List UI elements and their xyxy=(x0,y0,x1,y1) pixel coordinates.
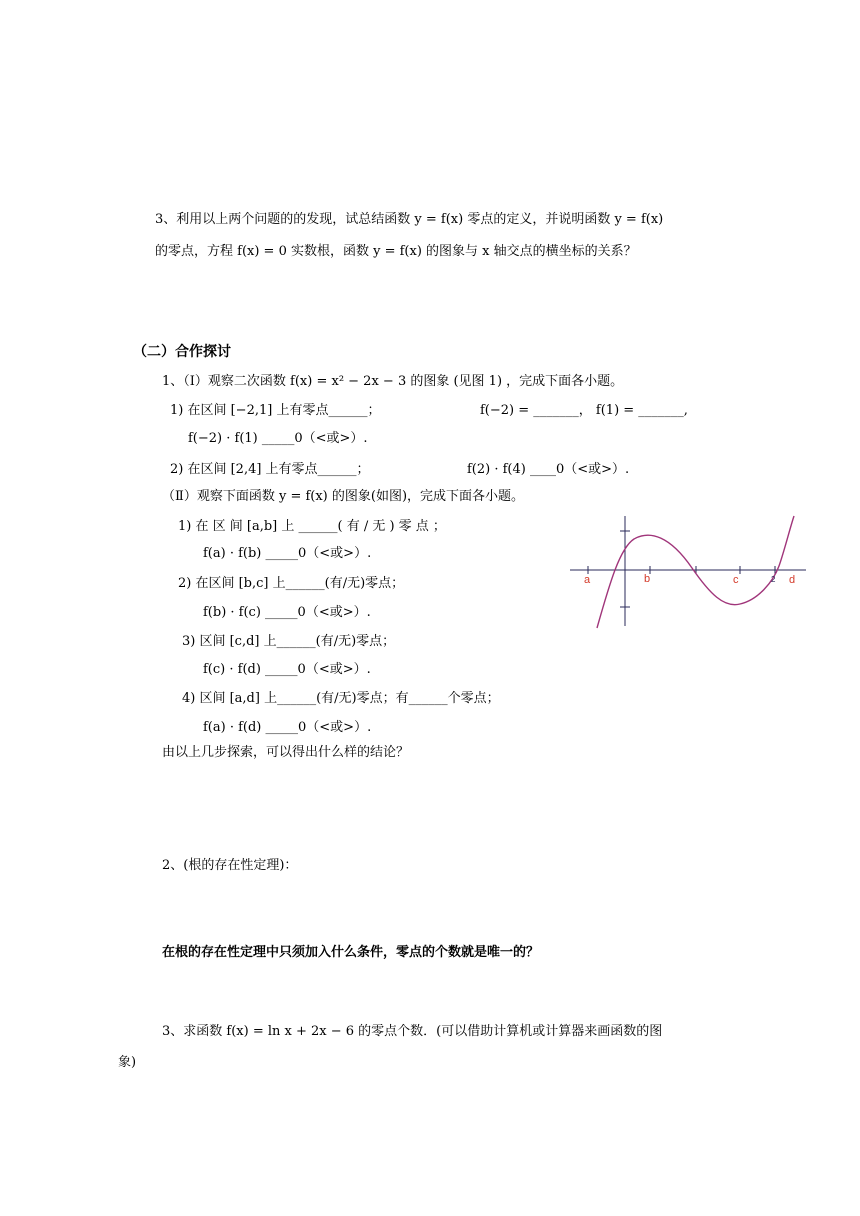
conclusion-question: 由以上几步探索，可以得出什么样的结论？ xyxy=(162,745,410,760)
part2-item3-b: f(c) · f(d) _____0（<或>）. xyxy=(203,662,371,677)
label-d: d xyxy=(789,574,796,586)
part2-item1-b: f(a) · f(b) _____0（<或>）. xyxy=(203,546,372,561)
uniqueness-question: 在根的存在性定理中只须加入什么条件，零点的个数就是唯一的？ xyxy=(162,945,540,960)
function-curve xyxy=(597,516,794,628)
label-2: 2 xyxy=(771,575,776,584)
q3-count-line-1: 3、求函数 f(x) = ln x + 2x − 6 的零点个数．(可以借助计算机或计算器来画函数的图 xyxy=(162,1024,663,1039)
part2-intro: （Ⅱ）观察下面函数 y = f(x) 的图象(如图)，完成下面各小题。 xyxy=(162,489,525,504)
q3-count-line-2: 象) xyxy=(118,1055,137,1070)
part1-item2-left: 2) 在区间 [2,4] 上有零点______； xyxy=(170,462,370,477)
theorem-label: 2、(根的存在性定理)： xyxy=(162,858,298,873)
part1-intro: 1、（Ⅰ）观察二次函数 f(x) = x² − 2x − 3 的图象 (见图 1) ，完成下面各小题。 xyxy=(162,374,624,389)
part1-item1-right: f(−2) = _______， f(1) = _______, xyxy=(480,403,688,418)
part2-item4-a: 4) 区间 [a,d] 上______(有/无)零点；有______个零点； xyxy=(182,691,500,706)
q3-line-2: 的零点，方程 f(x) = 0 实数根，函数 y = f(x) 的图象与 x 轴交点的横坐标的关系？ xyxy=(155,244,637,259)
part1-item1-left: 1) 在区间 [−2,1] 上有零点______； xyxy=(170,403,381,418)
label-a: a xyxy=(584,574,591,586)
part1-item1-product: f(−2) · f(1) _____0（<或>）. xyxy=(188,431,368,446)
function-graph xyxy=(566,512,810,630)
q3-line-1: 3、利用以上两个问题的的发现，试总结函数 y = f(x) 零点的定义，并说明函数 y = f(x) xyxy=(155,212,664,227)
label-b: b xyxy=(644,573,651,585)
part2-item1-a: 1) 在 区 间 [a,b] 上 ______( 有 / 无 ) 零 点 ； xyxy=(178,519,446,534)
part2-item3-a: 3) 区间 [c,d] 上______(有/无)零点； xyxy=(182,634,396,649)
part2-item4-b: f(a) · f(d) _____0（<或>）. xyxy=(203,720,372,735)
part2-item2-a: 2) 在区间 [b,c] 上______(有/无)零点； xyxy=(178,576,405,591)
part1-item2-right: f(2) · f(4) ____0（<或>）. xyxy=(467,462,630,477)
label-c: c xyxy=(733,574,739,586)
section-heading: （二）合作探讨 xyxy=(133,344,231,360)
part2-item2-b: f(b) · f(c) _____0（<或>）. xyxy=(203,605,371,620)
